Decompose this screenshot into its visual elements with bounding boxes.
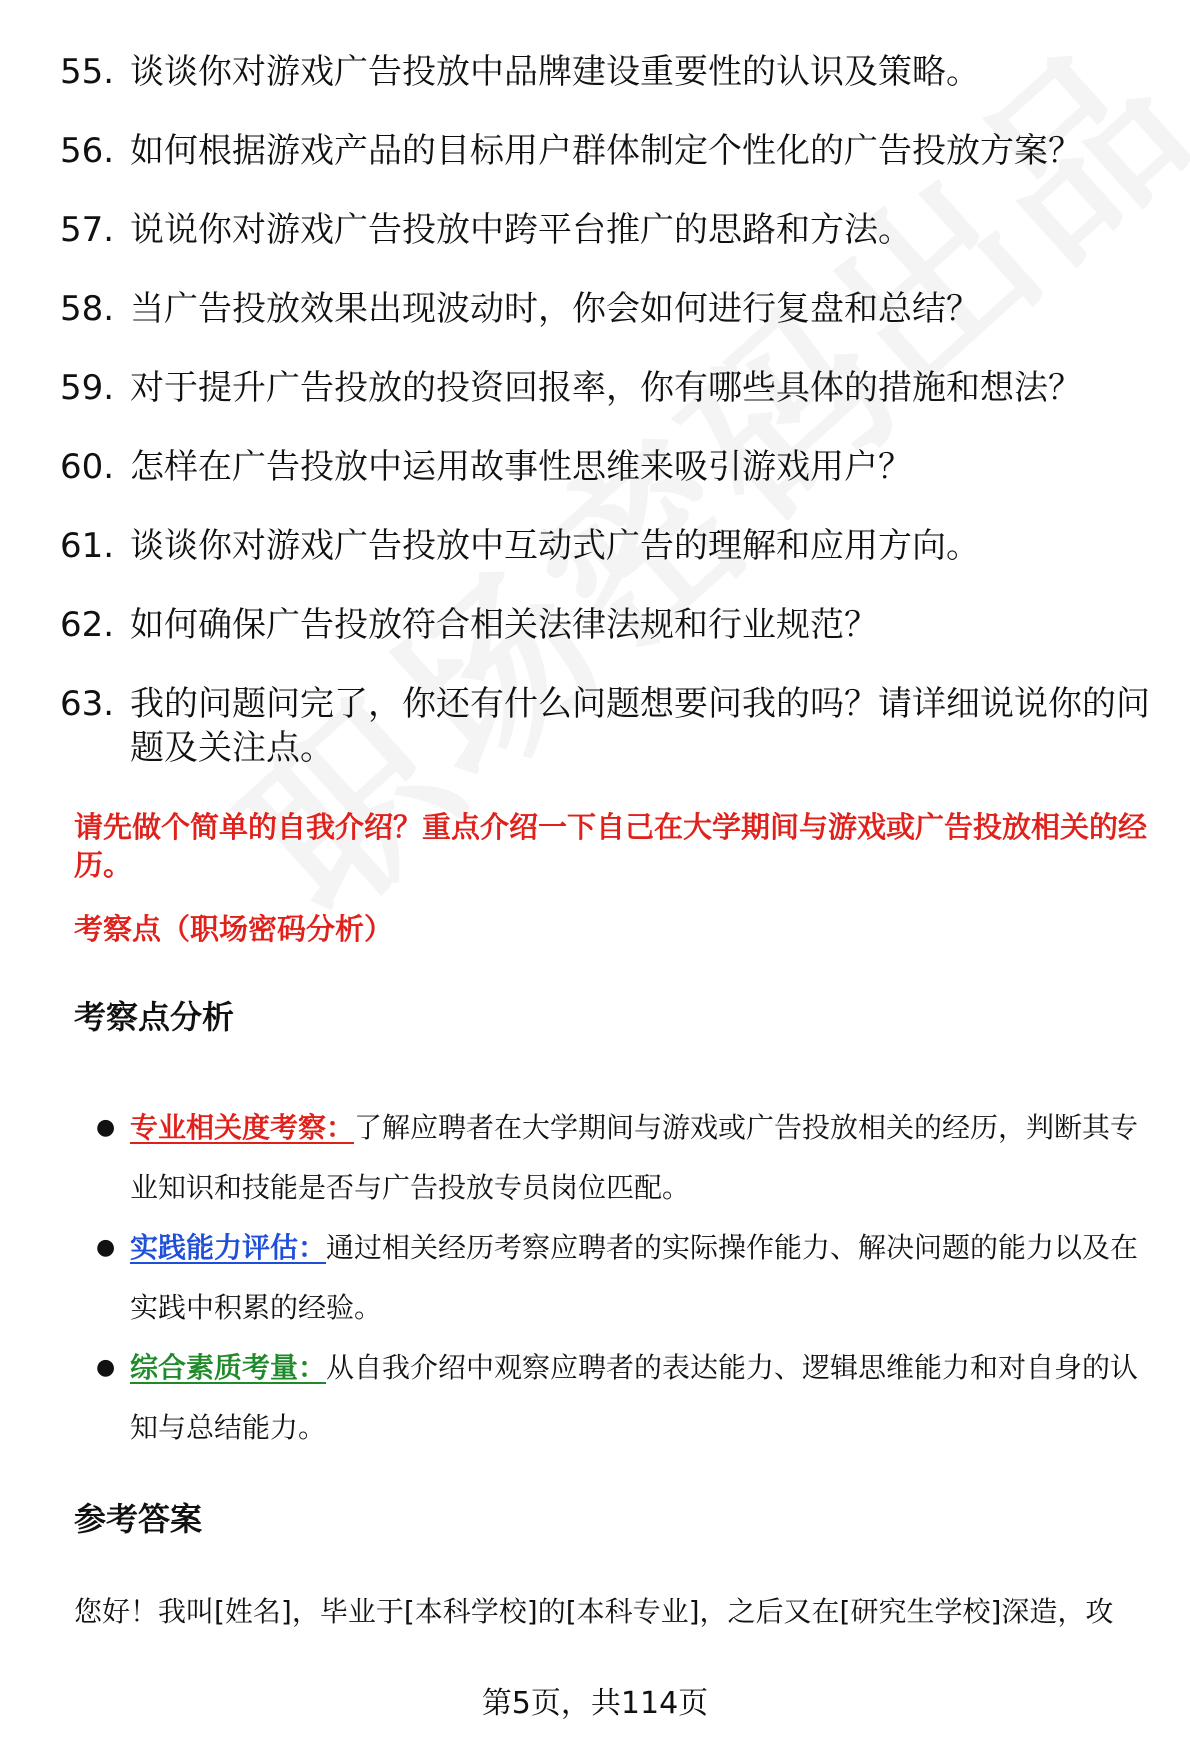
page-footer: 第5页，共114页: [481, 1686, 709, 1721]
question-number: 60.: [60, 447, 115, 487]
question-text: 谈谈你对游戏广告投放中互动式广告的理解和应用方向。: [130, 526, 980, 566]
question-item: [60, 50, 1150, 94]
answer-heading: 参考答案: [74, 1500, 203, 1538]
question-item: [60, 524, 1150, 568]
question-text: 谈谈你对游戏广告投放中品牌建设重要性的认识及策略。: [130, 52, 980, 92]
bullet-icon: ●: [96, 1115, 116, 1140]
point-text: 了解应聘者在大学期间与游戏或广告投放相关的经历，判断其专业知识和技能是否与广告投放专员岗位匹配。: [130, 1111, 1139, 1204]
question-item: [60, 682, 1150, 770]
point-label[interactable]: 综合素质考量：: [130, 1351, 327, 1384]
question-number: 55.: [60, 52, 115, 92]
question-list: [60, 50, 1150, 770]
question-number: 57.: [60, 210, 115, 250]
point-text: 从自我介绍中观察应聘者的表达能力、逻辑思维能力和对自身的认知与总结能力。: [130, 1351, 1139, 1444]
analysis-heading: 考察点分析: [74, 998, 235, 1036]
question-item: [60, 366, 1150, 410]
featured-question: 请先做个简单的自我介绍？重点介绍一下自己在大学期间与游戏或广告投放相关的经历。: [74, 810, 1148, 882]
analysis-point: [96, 1338, 1156, 1458]
question-item: [60, 445, 1150, 489]
analysis-subtitle: 考察点（职场密码分析）: [74, 912, 394, 946]
bullet-icon: ●: [96, 1235, 116, 1260]
analysis-point: [96, 1218, 1156, 1338]
question-item: [60, 603, 1150, 647]
bullet-icon: ●: [96, 1355, 116, 1380]
question-number: 56.: [60, 131, 115, 171]
point-body: [130, 1218, 1156, 1338]
point-label[interactable]: 实践能力评估：: [130, 1231, 327, 1264]
question-item: [60, 208, 1150, 252]
question-text: 怎样在广告投放中运用故事性思维来吸引游戏用户？: [130, 447, 912, 487]
point-label[interactable]: 专业相关度考察：: [130, 1111, 355, 1144]
question-text: 当广告投放效果出现波动时，你会如何进行复盘和总结？: [130, 289, 980, 329]
answer-text: 您好！我叫[姓名]，毕业于[本科学校]的[本科专业]，之后又在[研究生学校]深造，攻: [74, 1595, 1114, 1628]
question-text: 如何确保广告投放符合相关法律法规和行业规范？: [130, 605, 878, 645]
question-number: 62.: [60, 605, 115, 645]
analysis-points: [96, 1098, 1156, 1458]
question-number: 61.: [60, 526, 115, 566]
question-item: [60, 129, 1150, 173]
question-text: 如何根据游戏产品的目标用户群体制定个性化的广告投放方案？: [130, 131, 1082, 171]
question-number: 63.: [60, 684, 115, 724]
question-number: 58.: [60, 289, 115, 329]
question-text: 对于提升广告投放的投资回报率，你有哪些具体的措施和想法？: [130, 368, 1082, 408]
question-item: [60, 287, 1150, 331]
point-body: [130, 1338, 1156, 1458]
question-text: 我的问题问完了，你还有什么问题想要问我的吗？请详细说说你的问题及关注点。: [130, 684, 1150, 768]
point-text: 通过相关经历考察应聘者的实际操作能力、解决问题的能力以及在实践中积累的经验。: [130, 1231, 1139, 1324]
analysis-point: [96, 1098, 1156, 1218]
question-text: 说说你对游戏广告投放中跨平台推广的思路和方法。: [130, 210, 912, 250]
point-body: [130, 1098, 1156, 1218]
question-number: 59.: [60, 368, 115, 408]
